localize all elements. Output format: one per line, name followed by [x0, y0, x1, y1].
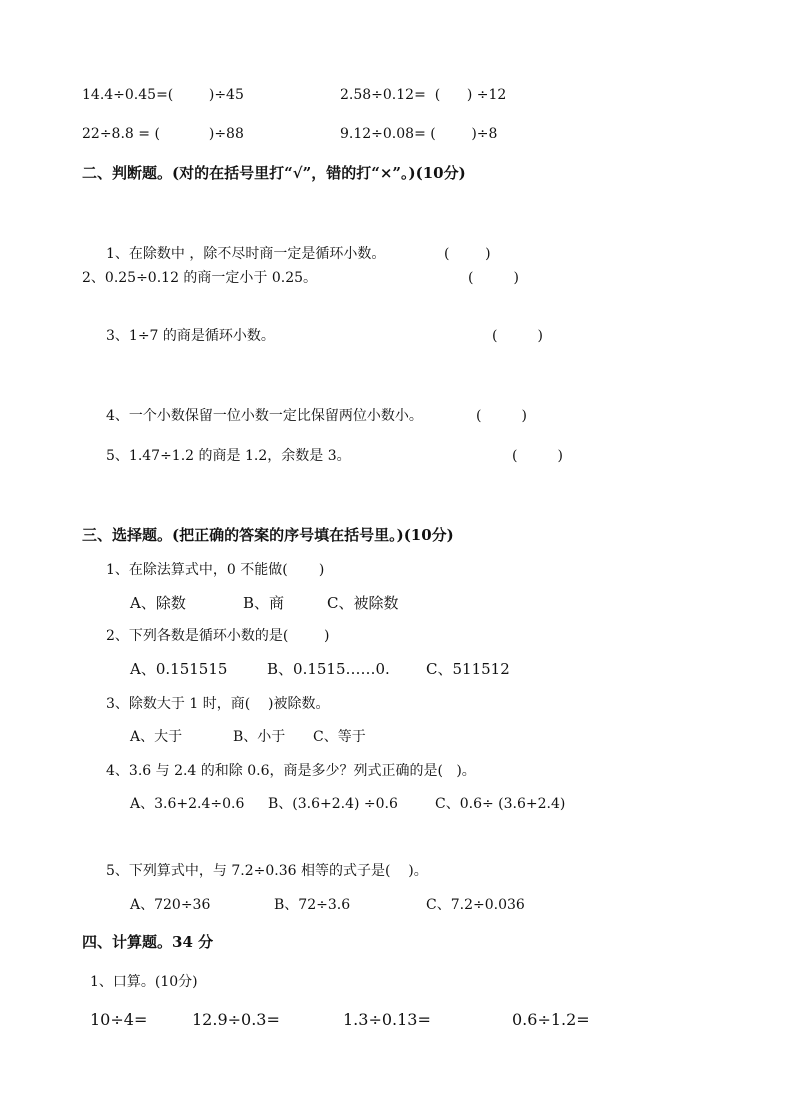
section-title-calculation: 四、计算题。34 分: [82, 933, 214, 951]
oral-calc-2: 12.9÷0.3=: [192, 1010, 280, 1029]
choice-3-option-c: C、等于: [313, 729, 366, 745]
judgment-paren-4: ( ): [476, 408, 527, 424]
choice-1-option-b: B、商: [243, 594, 285, 612]
section-title-judgment: 二、判断题。(对的在括号里打“√”，错的打“×”。)(10分): [82, 164, 466, 182]
choice-4-option-b: B、(3.6+2.4) ÷0.6: [268, 796, 398, 812]
fill-blank-2-left: 22÷8.8 = ( )÷88: [82, 126, 244, 142]
choice-3-option-b: B、小于: [233, 729, 286, 745]
judgment-paren-5: ( ): [512, 448, 563, 464]
choice-4-option-c: C、0.6÷ (3.6+2.4): [435, 796, 566, 812]
judgment-item-1: 1、在除数中 ，除不尽时商一定是循环小数。: [106, 246, 386, 262]
fill-blank-2-right: 9.12÷0.08= ( )÷8: [340, 126, 498, 142]
fill-blank-1-left: 14.4÷0.45=( )÷45: [82, 87, 244, 103]
oral-calc-subtitle: 1、口算。(10分): [90, 974, 198, 990]
oral-calc-1: 10÷4=: [90, 1010, 148, 1029]
choice-1-option-c: C、被除数: [327, 594, 399, 612]
choice-4-option-a: A、3.6+2.4÷0.6: [130, 796, 245, 812]
choice-2-option-a: A、0.151515: [130, 660, 228, 678]
judgment-paren-1: ( ): [444, 246, 491, 262]
judgment-item-4: 4、一个小数保留一位小数一定比保留两位小数小。: [106, 408, 423, 424]
choice-2-option-b: B、0.1515……0.: [267, 660, 390, 678]
judgment-item-3: 3、1÷7 的商是循环小数。: [106, 328, 275, 344]
judgment-item-2: 2、0.25÷0.12 的商一定小于 0.25。: [82, 270, 318, 286]
choice-5-option-b: B、72÷3.6: [274, 897, 351, 913]
choice-question-3: 3、除数大于 1 时，商( )被除数。: [106, 696, 330, 712]
choice-question-2: 2、下列各数是循环小数的是( ): [106, 628, 330, 644]
section-title-choice: 三、选择题。(把正确的答案的序号填在括号里。)(10分): [82, 526, 454, 544]
choice-question-5: 5、下列算式中，与 7.2÷0.36 相等的式子是( )。: [106, 863, 428, 879]
fill-blank-1-right: 2.58÷0.12= ( ) ÷12: [340, 87, 507, 103]
judgment-item-5: 5、1.47÷1.2 的商是 1.2，余数是 3。: [106, 448, 351, 464]
oral-calc-3: 1.3÷0.13=: [343, 1010, 431, 1029]
choice-5-option-c: C、7.2÷0.036: [426, 897, 525, 913]
choice-5-option-a: A、720÷36: [130, 897, 211, 913]
choice-question-1: 1、在除法算式中，0 不能做( ): [106, 562, 325, 578]
oral-calc-4: 0.6÷1.2=: [512, 1010, 590, 1029]
choice-1-option-a: A、除数: [130, 594, 186, 612]
choice-2-option-c: C、511512: [426, 660, 510, 678]
judgment-paren-3: ( ): [492, 328, 543, 344]
choice-question-4: 4、3.6 与 2.4 的和除 0.6，商是多少？列式正确的是( )。: [106, 763, 476, 779]
judgment-paren-2: ( ): [468, 270, 519, 286]
choice-3-option-a: A、大于: [130, 729, 183, 745]
